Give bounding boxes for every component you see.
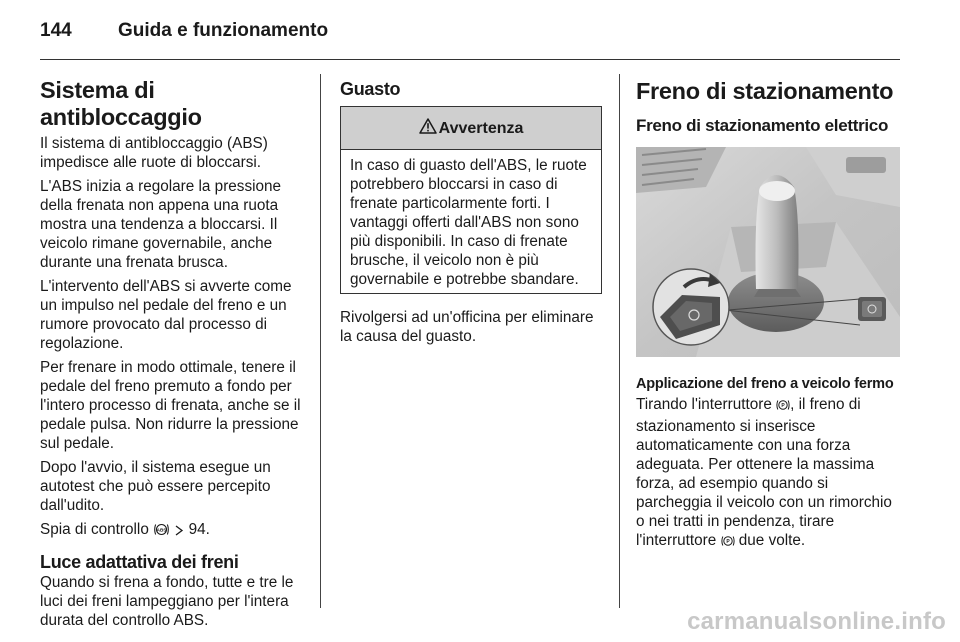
parking-brake-photo bbox=[636, 147, 900, 357]
svg-text:ABS: ABS bbox=[156, 527, 167, 533]
watermark: carmanualsonline.info bbox=[687, 608, 946, 635]
parking-brake-switch-icon-2 bbox=[721, 534, 735, 553]
parking-brake-heading: Freno di stazionamento bbox=[636, 78, 894, 104]
svg-text:P: P bbox=[725, 538, 730, 545]
left-column bbox=[40, 77, 305, 635]
abs-paragraph-4: Per frenare in modo ottimale, tenere il pedale del freno premuto a fondo per l'intero processo di frenata, anche se il pedale pulsa. Non ridurre la pressione sul pedale. bbox=[40, 359, 301, 452]
column-divider-2 bbox=[619, 74, 620, 608]
brake-light-paragraph: Quando si frena a fondo, tutte e tre le luci dei freni lampeggiano per l'intera durata del controllo ABS. bbox=[40, 574, 294, 629]
middle-column bbox=[340, 79, 602, 351]
right-column-lower bbox=[636, 376, 902, 558]
parking-brake-paragraph bbox=[636, 395, 902, 553]
page-reference-link[interactable]: 94. bbox=[188, 521, 210, 538]
section-title: Guida e funzionamento bbox=[118, 20, 329, 41]
fault-heading: Guasto bbox=[340, 79, 401, 99]
parking-brake-switch-icon bbox=[776, 398, 790, 417]
paragraph-part-1: Tirando l'interruttore bbox=[636, 396, 772, 413]
page-reference-icon[interactable] bbox=[174, 523, 184, 542]
fault-paragraph: Rivolgersi ad un'officina per eliminare la causa del guasto. bbox=[340, 309, 594, 345]
paragraph-part-2: , il freno di stazionamento si inserisce automaticamente con una forza adeguata. Per ottenere la massima forza, ad esempio quando si parcheggia il veicolo con un rimorchio o nei tratti in pendenza, tirare l'interruttore bbox=[636, 396, 892, 549]
abs-warning-light-icon bbox=[153, 522, 170, 542]
abs-heading: Sistema di antibloccaggio bbox=[40, 77, 202, 130]
brake-light-heading: Luce adattativa dei freni bbox=[40, 552, 239, 572]
svg-text:P: P bbox=[781, 402, 785, 409]
abs-paragraph-2: L'ABS inizia a regolare la pressione della frenata non appena una ruota mostra una tendenza a bloccarsi. Il veicolo rimane governabile, anche durante una frenata brusca. bbox=[40, 178, 282, 271]
warning-light-label: Spia di controllo bbox=[40, 521, 149, 538]
warning-title: Avvertenza bbox=[438, 119, 524, 137]
warning-header bbox=[341, 107, 601, 150]
stationary-apply-heading: Applicazione del freno a veicolo fermo bbox=[636, 376, 894, 392]
abs-paragraph-1: Il sistema di antibloccaggio (ABS) impedisce alle ruote di bloccarsi. bbox=[40, 135, 268, 171]
abs-paragraph-5: Dopo l'avvio, il sistema esegue un autotest che può essere percepito dall'udito. bbox=[40, 459, 271, 514]
warning-box bbox=[340, 106, 602, 294]
electric-parking-brake-heading: Freno di stazionamento elettrico bbox=[636, 116, 889, 135]
column-divider-1 bbox=[320, 74, 321, 608]
paragraph-part-3: due volte. bbox=[738, 532, 806, 549]
warning-text: In caso di guasto dell'ABS, le ruote potrebbero bloccarsi in caso di frenate particolarmente forti. I vantaggi offerti dall'ABS non sono più disponibili. In caso di frenate brusche, il veicolo non è più governabile e potrebbe sbandare. bbox=[350, 157, 587, 288]
page-number: 144 bbox=[40, 20, 72, 41]
abs-paragraph-6 bbox=[40, 520, 305, 542]
warning-triangle-icon bbox=[419, 118, 437, 139]
header-rule bbox=[40, 59, 900, 60]
abs-paragraph-3: L'intervento dell'ABS si avverte come un impulso nel pedale del freno e un rumore provocato dal processo di regolazione. bbox=[40, 278, 292, 352]
right-column bbox=[636, 78, 902, 137]
